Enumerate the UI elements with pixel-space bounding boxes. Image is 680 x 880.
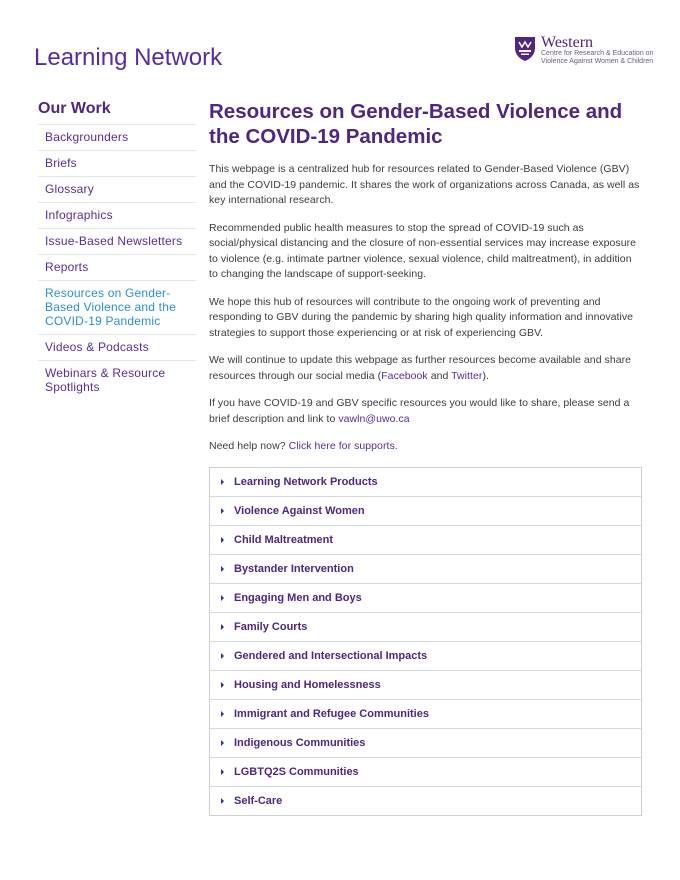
facebook-link[interactable]: Facebook xyxy=(381,369,428,382)
accordion-bystander-intervention[interactable] xyxy=(210,555,641,584)
sidebar-item-glossary[interactable]: Glossary xyxy=(38,176,196,202)
sidebar-item-webinars[interactable]: Webinars & Resource Spotlights xyxy=(38,360,196,400)
accordion-label: Self-Care xyxy=(234,795,283,807)
logo-subtitle-line2: Violence Against Women & Children xyxy=(541,58,654,65)
accordion-family-courts[interactable] xyxy=(210,613,641,642)
sidebar-item-infographics[interactable]: Infographics xyxy=(38,202,196,228)
accordion-label: Bystander Intervention xyxy=(234,563,354,575)
updates-text-end: ). xyxy=(482,369,489,382)
resource-accordion xyxy=(209,467,642,816)
accordion-label: Indigenous Communities xyxy=(234,737,366,749)
accordion-child-maltreatment[interactable] xyxy=(210,526,641,555)
main-content xyxy=(209,99,641,455)
caret-right-icon xyxy=(221,479,224,485)
caret-right-icon xyxy=(221,740,224,746)
sidebar-heading: Our Work xyxy=(38,100,111,117)
caret-right-icon xyxy=(221,566,224,572)
accordion-label: Gendered and Intersectional Impacts xyxy=(234,650,428,662)
accordion-housing-homelessness[interactable] xyxy=(210,671,641,700)
supports-link[interactable]: Click here for supports. xyxy=(288,440,398,452)
accordion-label: Engaging Men and Boys xyxy=(234,592,362,604)
accordion-label: Housing and Homelessness xyxy=(234,679,381,691)
updates-text-mid: and xyxy=(427,369,452,382)
accordion-learning-network-products[interactable] xyxy=(210,468,641,497)
accordion-label: Immigrant and Refugee Communities xyxy=(234,708,429,720)
email-link[interactable]: vawln@uwo.ca xyxy=(338,412,410,425)
caret-right-icon xyxy=(221,653,224,659)
accordion-label: LGBTQ2S Communities xyxy=(234,766,359,778)
caret-right-icon xyxy=(221,769,224,775)
accordion-self-care[interactable] xyxy=(210,787,641,815)
updates-text-start: We will continue to update this webpage as further resources become available and share resources through our social media ( xyxy=(209,354,632,382)
accordion-violence-against-women[interactable] xyxy=(210,497,641,526)
twitter-link[interactable]: Twitter xyxy=(451,369,483,382)
accordion-engaging-men-boys[interactable] xyxy=(210,584,641,613)
intro-paragraph: This webpage is a centralized hub for resources related to Gender-Based Violence (GBV) and the COVID-19 pandemic. It shares the work of organizations across Canada, as well as key international research. xyxy=(209,163,640,206)
accordion-label: Violence Against Women xyxy=(234,505,365,517)
caret-right-icon xyxy=(221,711,224,717)
hub-purpose-paragraph: We hope this hub of resources will contribute to the ongoing work of preventing and responding to GBV during the pandemic by sharing high quality information and innovative strategies to support those experiencing or at risk of experiencing GBV. xyxy=(209,295,634,339)
accordion-gendered-intersectional-impacts[interactable] xyxy=(210,642,641,671)
accordion-indigenous-communities[interactable] xyxy=(210,729,641,758)
logo-subtitle-line1: Centre for Research & Education on xyxy=(541,50,654,57)
share-resources-paragraph xyxy=(209,396,641,427)
logo-wordmark: Western xyxy=(541,34,594,51)
caret-right-icon xyxy=(221,798,224,804)
sidebar-item-backgrounders[interactable]: Backgrounders xyxy=(38,124,196,150)
caret-right-icon xyxy=(221,682,224,688)
sidebar-item-briefs[interactable]: Briefs xyxy=(38,150,196,176)
western-logo[interactable] xyxy=(514,36,653,66)
sidebar-item-gbv-covid-resources[interactable]: Resources on Gender-Based Violence and the COVID-19 Pandemic xyxy=(38,280,196,334)
sidebar-item-newsletters[interactable]: Issue-Based Newsletters xyxy=(38,228,196,254)
sidebar-nav xyxy=(38,100,196,400)
caret-right-icon xyxy=(221,508,224,514)
health-measures-paragraph: Recommended public health measures to stop the spread of COVID-19 such as social/physical distancing and the closure of non-essential services may increase exposure to violence (e.g. intimate partner violence, sexual violence, child maltreatment), in addition to changing the landscape of support-seeking. xyxy=(209,221,637,280)
caret-right-icon xyxy=(221,624,224,630)
share-text: If you have COVID-19 and GBV specific resources you would like to share, please send a brief description and link to xyxy=(209,397,630,425)
sidebar-item-reports[interactable]: Reports xyxy=(38,254,196,280)
accordion-label: Family Courts xyxy=(234,621,308,633)
caret-right-icon xyxy=(221,537,224,543)
help-paragraph xyxy=(209,439,641,455)
page-title: Resources on Gender-Based Violence and the COVID-19 Pandemic xyxy=(209,100,623,148)
western-crest-icon xyxy=(514,36,536,62)
site-title[interactable]: Learning Network xyxy=(34,44,223,71)
caret-right-icon xyxy=(221,595,224,601)
accordion-lgbtq2s-communities[interactable] xyxy=(210,758,641,787)
updates-paragraph xyxy=(209,353,641,384)
help-text: Need help now? xyxy=(209,440,289,452)
accordion-label: Learning Network Products xyxy=(234,476,378,488)
sidebar-item-videos-podcasts[interactable]: Videos & Podcasts xyxy=(38,334,196,360)
accordion-label: Child Maltreatment xyxy=(234,534,334,546)
accordion-immigrant-refugee[interactable] xyxy=(210,700,641,729)
